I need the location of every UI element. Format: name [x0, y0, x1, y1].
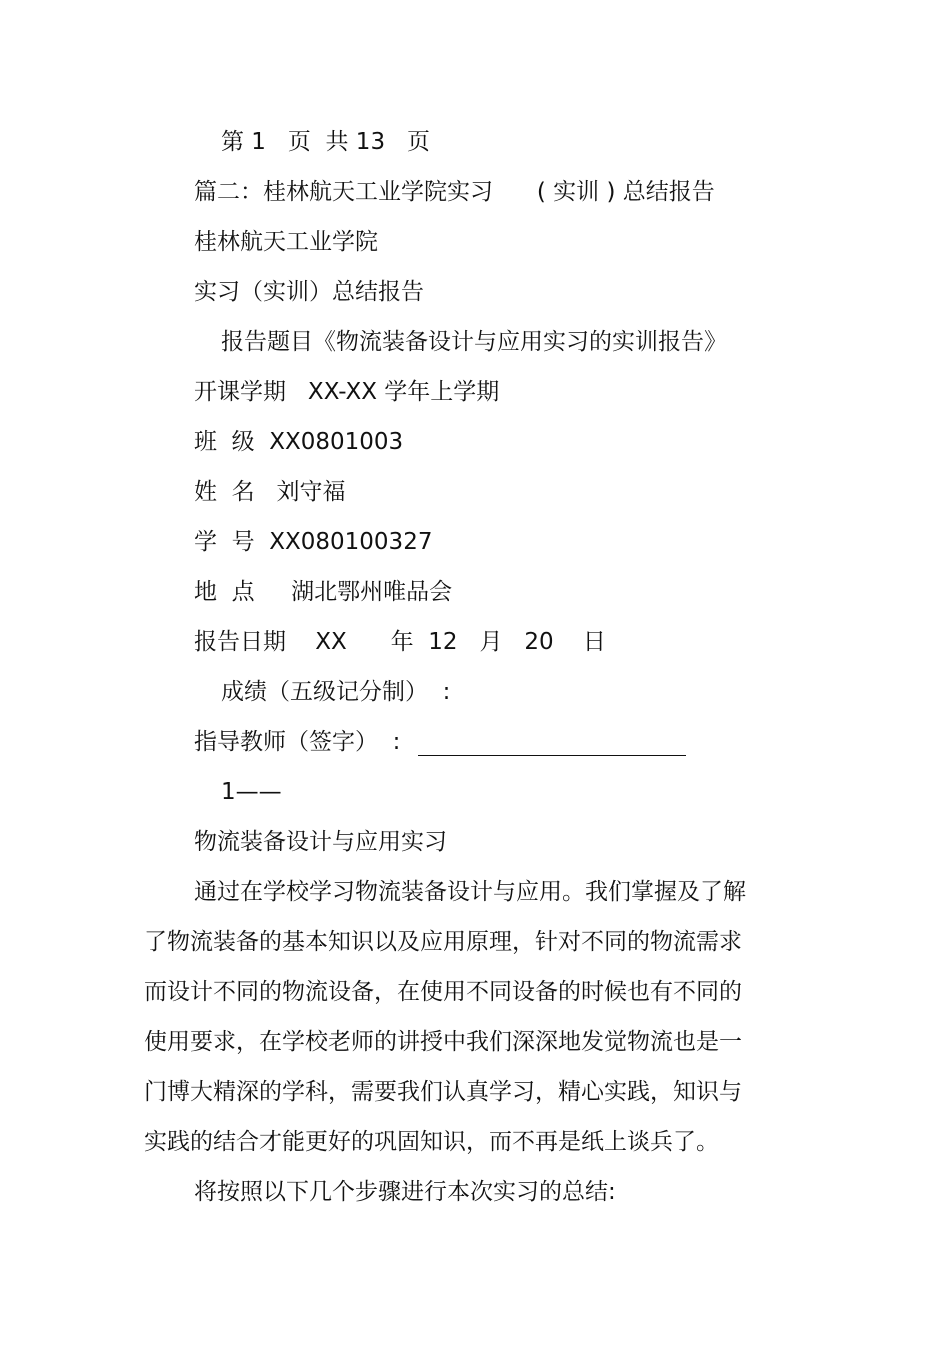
paragraph-line: 了物流装备的基本知识以及应用原理，针对不同的物流需求 — [144, 929, 742, 955]
section-title: 物流装备设计与应用实习 — [194, 829, 447, 855]
field-grade: 成绩（五级记分制） : — [221, 679, 451, 705]
paragraph-steps-intro: 将按照以下几个步骤进行本次实习的总结: — [194, 1179, 616, 1205]
paragraph-line: 通过在学校学习物流装备设计与应用。我们掌握及了解 — [194, 879, 746, 905]
signature-underline — [418, 733, 686, 756]
field-teacher-signature — [194, 728, 686, 756]
paragraph-line: 门博大精深的学科，需要我们认真学习，精心实践，知识与 — [144, 1079, 742, 1105]
page-marker: 1—— — [221, 779, 282, 805]
paragraph-line: 实践的结合才能更好的巩固知识，而不再是纸上谈兵了。 — [144, 1129, 719, 1155]
field-semester: 开课学期 XX-XX 学年上学期 — [194, 379, 500, 405]
field-location: 地 点 湖北鄂州唯品会 — [194, 579, 453, 605]
page-counter: 第 1 页 共 13 页 — [221, 129, 431, 155]
chapter-title: 篇二：桂林航天工业学院实习 ( 实训 ) 总结报告 — [194, 179, 715, 205]
paragraph-line: 而设计不同的物流设备，在使用不同设备的时候也有不同的 — [144, 979, 742, 1005]
teacher-signature-label: 指导教师（签字） : — [194, 729, 401, 755]
field-class: 班 级 XX0801003 — [194, 429, 404, 455]
report-title: 报告题目《物流装备设计与应用实习的实训报告》 — [221, 329, 727, 355]
field-student-id: 学 号 XX080100327 — [194, 529, 433, 555]
report-type: 实习（实训）总结报告 — [194, 279, 424, 305]
school-name: 桂林航天工业学院 — [194, 229, 378, 255]
paragraph-line: 使用要求，在学校老师的讲授中我们深深地发觉物流也是一 — [144, 1029, 742, 1055]
field-name: 姓 名 刘守福 — [194, 479, 346, 505]
field-report-date: 报告日期 XX 年 12 月 20 日 — [194, 629, 606, 655]
